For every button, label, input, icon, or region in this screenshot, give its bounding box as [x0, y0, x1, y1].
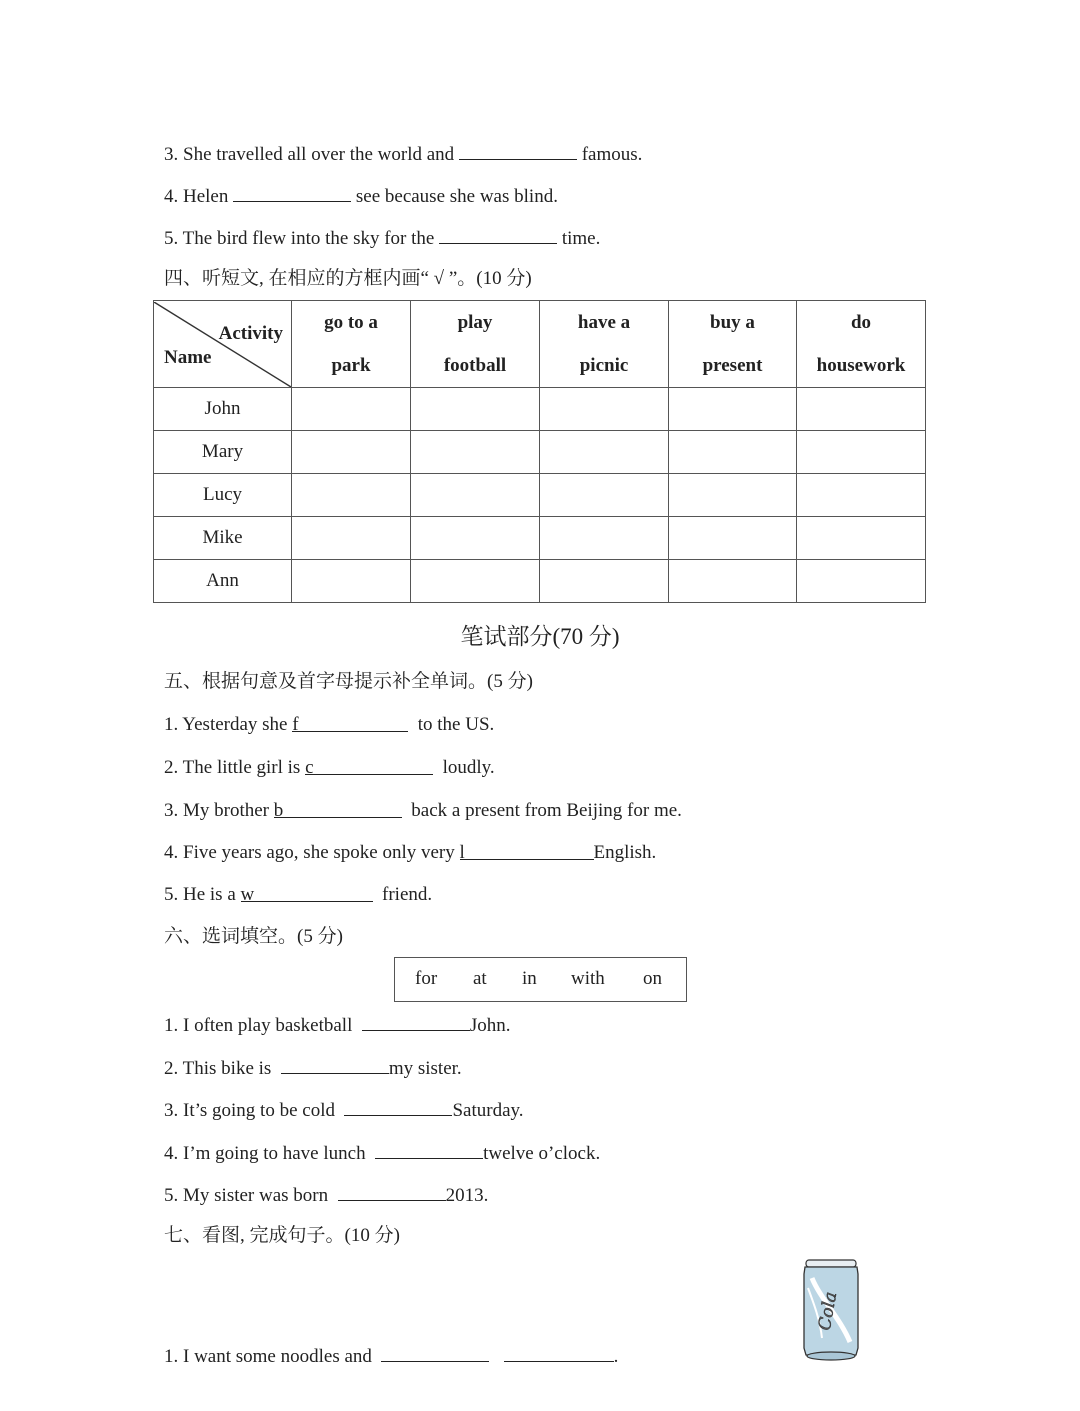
- sentence-6-4: 4. I’m going to have lunch twelve o’clock.: [164, 1140, 600, 1166]
- answer-blank[interactable]: [338, 1182, 446, 1201]
- check-cell[interactable]: [540, 560, 669, 603]
- column-header: go to a park: [292, 301, 411, 388]
- answer-blank[interactable]: [281, 1055, 389, 1074]
- table-row: [154, 431, 926, 474]
- word-option: in: [522, 968, 537, 989]
- table-row: [154, 474, 926, 517]
- word-bank: [394, 957, 687, 1002]
- word-option: with: [571, 968, 605, 989]
- check-cell[interactable]: [292, 560, 411, 603]
- answer-blank[interactable]: [362, 1012, 470, 1031]
- word-option: for: [415, 968, 438, 989]
- table-row: [154, 388, 926, 431]
- written-section-title: 笔试部分(70 分): [460, 624, 620, 649]
- answer-blank[interactable]: b: [274, 799, 402, 818]
- answer-blank[interactable]: [381, 1343, 489, 1362]
- column-header: play football: [411, 301, 540, 388]
- answer-blank[interactable]: l: [460, 841, 594, 860]
- check-cell[interactable]: [540, 474, 669, 517]
- check-cell[interactable]: [411, 560, 540, 603]
- name-cell: Mary: [154, 431, 292, 474]
- sentence-3-4: 4. Helen see because she was blind.: [164, 183, 558, 209]
- name-cell: Mike: [154, 517, 292, 560]
- column-header: have a picnic: [540, 301, 669, 388]
- answer-blank[interactable]: w: [241, 883, 373, 902]
- word-option: at: [473, 968, 487, 989]
- part6-heading: 六、选词填空。(5 分): [164, 926, 343, 947]
- part7-heading: 七、看图, 完成句子。(10 分): [164, 1225, 400, 1246]
- corner-name: Name: [164, 346, 212, 368]
- check-cell[interactable]: [411, 474, 540, 517]
- name-cell: Lucy: [154, 474, 292, 517]
- answer-blank[interactable]: c: [305, 756, 433, 775]
- check-cell[interactable]: [797, 388, 926, 431]
- check-cell[interactable]: [797, 560, 926, 603]
- sentence-6-2: 2. This bike is my sister.: [164, 1055, 462, 1081]
- name-cell: John: [154, 388, 292, 431]
- cola-can-picture: [800, 1258, 862, 1367]
- part5-heading: 五、根据句意及首字母提示补全单词。(5 分): [164, 671, 533, 692]
- answer-blank[interactable]: [375, 1140, 483, 1159]
- word-option: on: [643, 968, 662, 989]
- answer-blank[interactable]: [233, 183, 351, 202]
- can-label: Cola: [814, 1290, 842, 1332]
- check-cell[interactable]: [411, 431, 540, 474]
- answer-blank[interactable]: [439, 225, 557, 244]
- table-row: [154, 517, 926, 560]
- part4-heading: 四、听短文, 在相应的方框内画“ √ ”。(10 分): [164, 268, 532, 289]
- answer-blank[interactable]: [504, 1343, 614, 1362]
- check-cell[interactable]: [669, 474, 797, 517]
- name-cell: Ann: [154, 560, 292, 603]
- sentence-5-1: 1. Yesterday she f to the US.: [164, 714, 495, 735]
- corner-activity: Activity: [218, 322, 283, 344]
- check-cell[interactable]: [540, 388, 669, 431]
- check-cell[interactable]: [669, 517, 797, 560]
- sentence-6-3: 3. It’s going to be cold Saturday.: [164, 1097, 524, 1123]
- answer-blank[interactable]: f: [292, 713, 408, 732]
- check-cell[interactable]: [669, 431, 797, 474]
- sentence-6-5: 5. My sister was born 2013.: [164, 1182, 488, 1208]
- answer-blank[interactable]: [344, 1097, 452, 1116]
- cola-can-icon: [800, 1258, 862, 1362]
- sentence-5-3: 3. My brother b back a present from Beijing for me.: [164, 800, 682, 821]
- check-cell[interactable]: [292, 517, 411, 560]
- column-header: do housework: [797, 301, 926, 388]
- check-cell[interactable]: [292, 388, 411, 431]
- answer-blank[interactable]: [459, 141, 577, 160]
- sentence-7-1: 1. I want some noodles and .: [164, 1343, 618, 1369]
- sentence-5-5: 5. He is a w friend.: [164, 884, 433, 905]
- check-cell[interactable]: [797, 431, 926, 474]
- check-cell[interactable]: [411, 517, 540, 560]
- check-cell[interactable]: [540, 517, 669, 560]
- check-cell[interactable]: [292, 474, 411, 517]
- check-cell[interactable]: [292, 431, 411, 474]
- sentence-3-5: 5. The bird flew into the sky for the time.: [164, 225, 600, 251]
- check-cell[interactable]: [797, 517, 926, 560]
- check-cell[interactable]: [669, 560, 797, 603]
- check-cell[interactable]: [797, 474, 926, 517]
- check-cell[interactable]: [669, 388, 797, 431]
- sentence-5-2: 2. The little girl is c loudly.: [164, 757, 495, 778]
- table-row: [154, 560, 926, 603]
- listening-table: [153, 300, 926, 603]
- sentence-5-4: 4. Five years ago, she spoke only very l English.: [164, 842, 657, 863]
- corner-cell: [154, 301, 292, 388]
- check-cell[interactable]: [540, 431, 669, 474]
- column-header: buy a present: [669, 301, 797, 388]
- sentence-3-3: 3. She travelled all over the world and famous.: [164, 141, 642, 167]
- sentence-6-1: 1. I often play basketball John.: [164, 1012, 511, 1038]
- check-cell[interactable]: [411, 388, 540, 431]
